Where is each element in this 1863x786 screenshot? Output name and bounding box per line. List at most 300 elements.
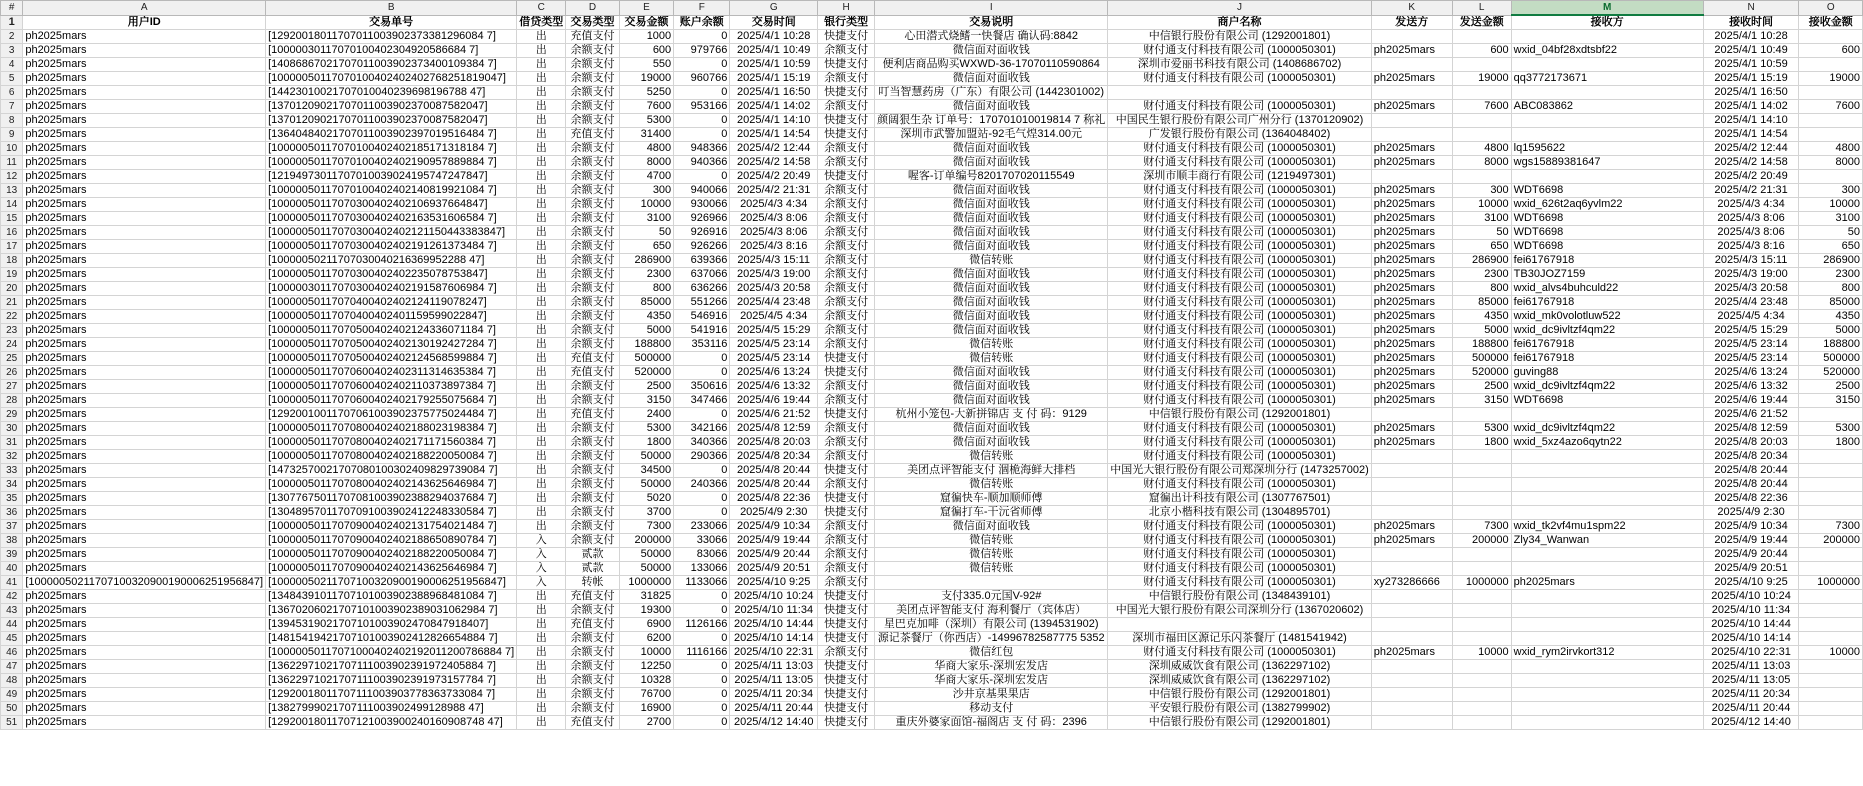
table-cell[interactable]: ph2025mars — [1371, 520, 1452, 534]
table-cell[interactable]: ph2025mars — [1371, 282, 1452, 296]
table-cell[interactable]: 平安银行股份有限公司 (1382799902) — [1108, 702, 1372, 716]
table-cell[interactable]: 快捷支付 — [818, 86, 875, 100]
table-cell[interactable] — [1371, 58, 1452, 72]
table-cell[interactable] — [1452, 492, 1511, 506]
table-cell[interactable]: ph2025mars — [23, 240, 266, 254]
table-cell[interactable]: 快捷支付 — [818, 128, 875, 142]
table-cell[interactable]: 余额支付 — [818, 72, 875, 86]
table-cell[interactable]: 快捷支付 — [818, 590, 875, 604]
table-row[interactable] — [1, 282, 1863, 296]
table-cell[interactable]: 2025/4/11 20:44 — [1703, 702, 1799, 716]
table-cell[interactable]: 余额支付 — [818, 646, 875, 660]
table-cell[interactable]: 余额支付 — [566, 198, 620, 212]
table-cell[interactable] — [1452, 716, 1511, 730]
table-cell[interactable]: 8000 — [1799, 156, 1863, 170]
table-cell[interactable] — [1371, 114, 1452, 128]
table-row[interactable] — [1, 408, 1863, 422]
table-cell[interactable]: [10000050117070800402402188023198384 7] — [266, 422, 517, 436]
table-cell[interactable]: 深圳市顺丰商行有限公司 (1219497301) — [1108, 170, 1372, 184]
table-cell[interactable]: 微信面对面收钱 — [875, 380, 1108, 394]
table-cell[interactable]: ph2025mars — [23, 380, 266, 394]
table-cell[interactable]: [10000050117070800402402171171560384 7] — [266, 436, 517, 450]
table-cell[interactable]: 286900 — [619, 254, 673, 268]
table-cell[interactable]: 551266 — [674, 296, 730, 310]
table-cell[interactable]: 960766 — [674, 72, 730, 86]
table-cell[interactable]: ph2025mars — [1511, 576, 1703, 590]
table-cell[interactable]: [10000050117070100402402140819921084 7] — [266, 184, 517, 198]
table-cell[interactable]: 2025/4/9 20:44 — [1703, 548, 1799, 562]
table-cell[interactable]: 叮当智慧药房（广东）有限公司 (1442301002) — [875, 86, 1108, 100]
table-cell[interactable]: ph2025mars — [1371, 212, 1452, 226]
table-cell[interactable]: 2025/4/10 10:24 — [730, 590, 818, 604]
table-cell[interactable]: [10000050117070900402402188220050084 7] — [266, 548, 517, 562]
table-cell[interactable] — [1799, 688, 1863, 702]
table-cell[interactable]: 余额支付 — [566, 702, 620, 716]
table-cell[interactable] — [1799, 450, 1863, 464]
field-header-cell[interactable]: 借贷类型 — [517, 15, 566, 30]
table-cell[interactable]: 1133066 — [674, 576, 730, 590]
row-header[interactable]: 43 — [1, 604, 23, 618]
table-cell[interactable]: 余额支付 — [566, 254, 620, 268]
table-cell[interactable]: 财付通支付科技有限公司 (1000050301) — [1108, 226, 1372, 240]
table-cell[interactable]: 0 — [674, 86, 730, 100]
table-cell[interactable]: 2025/4/8 20:44 — [730, 478, 818, 492]
table-cell[interactable]: 出 — [517, 492, 566, 506]
column-header-c[interactable]: C — [517, 1, 566, 16]
table-cell[interactable]: ABC083862 — [1511, 100, 1703, 114]
table-cell[interactable]: ph2025mars — [23, 394, 266, 408]
row-header[interactable]: 14 — [1, 198, 23, 212]
table-cell[interactable]: 2025/4/8 22:36 — [1703, 492, 1799, 506]
table-cell[interactable]: 0 — [674, 716, 730, 730]
table-cell[interactable]: WDT6698 — [1511, 240, 1703, 254]
table-cell[interactable]: 650 — [619, 240, 673, 254]
table-cell[interactable]: 2025/4/10 9:25 — [730, 576, 818, 590]
table-cell[interactable]: 深圳市武警加盟站-92毛气煌314.00元 — [875, 128, 1108, 142]
table-cell[interactable] — [1452, 408, 1511, 422]
row-header[interactable]: 44 — [1, 618, 23, 632]
table-cell[interactable]: 2500 — [1452, 380, 1511, 394]
table-cell[interactable]: 2025/4/5 23:14 — [1703, 338, 1799, 352]
table-cell[interactable]: ph2025mars — [23, 548, 266, 562]
table-cell[interactable]: 财付通支付科技有限公司 (1000050301) — [1108, 380, 1372, 394]
table-cell[interactable]: 5000 — [1452, 324, 1511, 338]
field-header-cell[interactable]: 交易说明 — [875, 15, 1108, 30]
table-cell[interactable]: 19000 — [619, 72, 673, 86]
table-cell[interactable] — [1371, 492, 1452, 506]
table-cell[interactable]: [13827999021707111003902499128988 47] — [266, 702, 517, 716]
table-cell[interactable]: 2025/4/6 21:52 — [1703, 408, 1799, 422]
table-cell[interactable] — [1799, 590, 1863, 604]
table-cell[interactable]: 中信银行股份有限公司 (1292001801) — [1108, 688, 1372, 702]
table-cell[interactable]: 余额支付 — [818, 394, 875, 408]
table-cell[interactable]: WDT6698 — [1511, 226, 1703, 240]
table-cell[interactable]: 出 — [517, 142, 566, 156]
table-cell[interactable] — [1452, 450, 1511, 464]
table-cell[interactable] — [1799, 478, 1863, 492]
table-row[interactable] — [1, 86, 1863, 100]
table-cell[interactable]: 余额支付 — [818, 534, 875, 548]
table-cell[interactable]: 1126166 — [674, 618, 730, 632]
table-cell[interactable]: 0 — [674, 674, 730, 688]
table-cell[interactable]: 3100 — [1799, 212, 1863, 226]
table-cell[interactable]: 余额支付 — [818, 254, 875, 268]
table-cell[interactable] — [1371, 660, 1452, 674]
table-cell[interactable]: 微信面对面收钱 — [875, 436, 1108, 450]
table-cell[interactable]: 10000 — [1799, 198, 1863, 212]
table-cell[interactable] — [1452, 58, 1511, 72]
table-cell[interactable]: 出 — [517, 240, 566, 254]
table-cell[interactable]: 出 — [517, 506, 566, 520]
table-cell[interactable]: 余额支付 — [566, 44, 620, 58]
table-cell[interactable]: 余额支付 — [566, 72, 620, 86]
table-cell[interactable]: 2025/4/2 21:31 — [730, 184, 818, 198]
table-cell[interactable]: 余额支付 — [566, 604, 620, 618]
table-cell[interactable]: 余额支付 — [818, 520, 875, 534]
table-cell[interactable]: 中信银行股份有限公司 (1292001801) — [1108, 30, 1372, 44]
table-cell[interactable] — [1799, 702, 1863, 716]
table-cell[interactable]: [10000050117070500402402124336071184 7] — [266, 324, 517, 338]
table-cell[interactable]: 7600 — [619, 100, 673, 114]
table-cell[interactable]: 余额支付 — [566, 170, 620, 184]
table-row[interactable] — [1, 338, 1863, 352]
table-cell[interactable]: ph2025mars — [23, 492, 266, 506]
table-cell[interactable]: 50000 — [619, 450, 673, 464]
table-cell[interactable]: [14732570021707080100302409829739084 7] — [266, 464, 517, 478]
table-cell[interactable]: 中信银行股份有限公司 (1292001801) — [1108, 716, 1372, 730]
table-cell[interactable]: 2025/4/10 11:34 — [730, 604, 818, 618]
row-header[interactable]: 49 — [1, 688, 23, 702]
table-cell[interactable]: 0 — [674, 352, 730, 366]
table-cell[interactable] — [1371, 450, 1452, 464]
table-cell[interactable]: 800 — [619, 282, 673, 296]
table-cell[interactable]: 1000000 — [1452, 576, 1511, 590]
table-cell[interactable]: 北京小楷科技有限公司 (1304895701) — [1108, 506, 1372, 520]
field-header-cell[interactable]: 接收时间 — [1703, 15, 1799, 30]
table-cell[interactable]: 2025/4/1 14:10 — [730, 114, 818, 128]
table-cell[interactable]: 2025/4/9 2:30 — [1703, 506, 1799, 520]
table-cell[interactable]: fei61767918 — [1511, 254, 1703, 268]
table-cell[interactable]: 5000 — [619, 324, 673, 338]
table-cell[interactable] — [1799, 562, 1863, 576]
table-cell[interactable]: 2025/4/1 14:54 — [730, 128, 818, 142]
row-header[interactable]: 51 — [1, 716, 23, 730]
table-cell[interactable]: [10000030117070300402402191587606984 7] — [266, 282, 517, 296]
table-cell[interactable] — [1371, 86, 1452, 100]
table-cell[interactable]: 350616 — [674, 380, 730, 394]
table-cell[interactable]: 余额支付 — [818, 156, 875, 170]
table-cell[interactable]: 979766 — [674, 44, 730, 58]
table-cell[interactable]: ph2025mars — [23, 72, 266, 86]
table-cell[interactable]: 2025/4/12 14:40 — [730, 716, 818, 730]
table-cell[interactable] — [1511, 674, 1703, 688]
table-cell[interactable]: 余额支付 — [566, 114, 620, 128]
table-cell[interactable]: 600 — [1799, 44, 1863, 58]
table-row[interactable] — [1, 30, 1863, 44]
table-cell[interactable]: wxid_dc9ivltzf4qm22 — [1511, 380, 1703, 394]
table-cell[interactable]: 2025/4/8 20:44 — [1703, 478, 1799, 492]
table-cell[interactable]: 微信面对面收钱 — [875, 212, 1108, 226]
table-cell[interactable]: 余额支付 — [566, 58, 620, 72]
table-cell[interactable]: 2025/4/10 14:14 — [1703, 632, 1799, 646]
column-header-f[interactable]: F — [674, 1, 730, 16]
table-cell[interactable]: ph2025mars — [23, 702, 266, 716]
table-row[interactable] — [1, 268, 1863, 282]
select-all-corner[interactable]: # — [1, 1, 23, 16]
table-cell[interactable]: 转帐 — [566, 576, 620, 590]
table-cell[interactable]: wxid_626t2aq6yvlm22 — [1511, 198, 1703, 212]
table-cell[interactable]: 充值支付 — [566, 716, 620, 730]
table-cell[interactable]: 余额支付 — [566, 268, 620, 282]
table-cell[interactable]: 微信面对面收钱 — [875, 226, 1108, 240]
table-cell[interactable]: 7600 — [1799, 100, 1863, 114]
column-header-l[interactable]: L — [1452, 1, 1511, 16]
table-cell[interactable]: 2025/4/9 10:34 — [1703, 520, 1799, 534]
table-cell[interactable]: 财付通支付科技有限公司 (1000050301) — [1108, 366, 1372, 380]
row-header[interactable]: 10 — [1, 142, 23, 156]
table-cell[interactable]: 快捷支付 — [818, 506, 875, 520]
table-cell[interactable]: 余额支付 — [566, 506, 620, 520]
table-cell[interactable]: ph2025mars — [23, 674, 266, 688]
table-cell[interactable]: ph2025mars — [1371, 100, 1452, 114]
row-header[interactable]: 48 — [1, 674, 23, 688]
table-cell[interactable]: ph2025mars — [1371, 268, 1452, 282]
table-cell[interactable]: 出 — [517, 338, 566, 352]
table-cell[interactable]: 出 — [517, 324, 566, 338]
table-cell[interactable]: 快捷支付 — [818, 408, 875, 422]
table-cell[interactable]: 快捷支付 — [818, 114, 875, 128]
row-header[interactable]: 5 — [1, 72, 23, 86]
table-cell[interactable]: 5300 — [1452, 422, 1511, 436]
table-cell[interactable] — [1799, 492, 1863, 506]
table-cell[interactable]: 600 — [1452, 44, 1511, 58]
table-cell[interactable] — [1511, 450, 1703, 464]
row-header[interactable]: 35 — [1, 492, 23, 506]
table-cell[interactable]: 微信转账 — [875, 548, 1108, 562]
table-cell[interactable]: 2025/4/3 8:06 — [730, 226, 818, 240]
row-header[interactable]: 38 — [1, 534, 23, 548]
table-cell[interactable]: 2025/4/9 19:44 — [1703, 534, 1799, 548]
table-cell[interactable] — [1371, 408, 1452, 422]
table-cell[interactable]: 2025/4/9 2:30 — [730, 506, 818, 520]
table-cell[interactable]: 340366 — [674, 436, 730, 450]
table-cell[interactable]: 7600 — [1452, 100, 1511, 114]
table-cell[interactable]: [10000050117070900402402143625646984 7] — [266, 562, 517, 576]
table-cell[interactable]: 快捷支付 — [818, 702, 875, 716]
table-cell[interactable]: 余额支付 — [566, 422, 620, 436]
table-row[interactable] — [1, 212, 1863, 226]
row-header[interactable]: 4 — [1, 58, 23, 72]
table-cell[interactable]: 2025/4/2 12:44 — [730, 142, 818, 156]
table-cell[interactable]: 600 — [619, 44, 673, 58]
table-cell[interactable]: 926966 — [674, 212, 730, 226]
table-cell[interactable]: 入 — [517, 562, 566, 576]
table-row[interactable] — [1, 688, 1863, 702]
table-cell[interactable]: 出 — [517, 72, 566, 86]
table-cell[interactable]: 余额支付 — [566, 464, 620, 478]
table-cell[interactable]: 76700 — [619, 688, 673, 702]
table-cell[interactable]: 余额支付 — [818, 436, 875, 450]
table-cell[interactable]: [13048957011707091003902412248330584 7] — [266, 506, 517, 520]
table-cell[interactable]: 2025/4/10 10:24 — [1703, 590, 1799, 604]
table-row[interactable] — [1, 590, 1863, 604]
table-cell[interactable]: 财付通支付科技有限公司 (1000050301) — [1108, 562, 1372, 576]
table-cell[interactable]: 余额支付 — [818, 142, 875, 156]
table-cell[interactable]: 8000 — [1452, 156, 1511, 170]
table-cell[interactable]: 余额支付 — [566, 184, 620, 198]
table-cell[interactable]: 1000000 — [1799, 576, 1863, 590]
table-cell[interactable]: 余额支付 — [566, 492, 620, 506]
table-cell[interactable]: 余额支付 — [818, 380, 875, 394]
table-cell[interactable] — [1511, 562, 1703, 576]
table-cell[interactable]: 2025/4/1 10:49 — [730, 44, 818, 58]
table-cell[interactable]: 2025/4/5 23:14 — [730, 338, 818, 352]
table-cell[interactable]: 2025/4/1 15:19 — [730, 72, 818, 86]
table-cell[interactable]: 微信面对面收钱 — [875, 156, 1108, 170]
table-cell[interactable]: 微信面对面收钱 — [875, 142, 1108, 156]
table-cell[interactable]: 财付通支付科技有限公司 (1000050301) — [1108, 646, 1372, 660]
table-cell[interactable]: 1800 — [1799, 436, 1863, 450]
table-cell[interactable]: 2025/4/10 22:31 — [730, 646, 818, 660]
table-cell[interactable]: 充值支付 — [566, 590, 620, 604]
column-header-k[interactable]: K — [1371, 1, 1452, 16]
table-cell[interactable]: 财付通支付科技有限公司 (1000050301) — [1108, 254, 1372, 268]
table-cell[interactable]: 2025/4/11 13:05 — [1703, 674, 1799, 688]
column-header-i[interactable]: I — [875, 1, 1108, 16]
table-cell[interactable]: 心田潜式烧鳍一快餐店 确认码:8842 — [875, 30, 1108, 44]
table-cell[interactable]: 出 — [517, 184, 566, 198]
table-cell[interactable]: 出 — [517, 394, 566, 408]
table-row[interactable] — [1, 506, 1863, 520]
table-cell[interactable]: ph2025mars — [23, 632, 266, 646]
table-cell[interactable]: 2025/4/10 14:44 — [730, 618, 818, 632]
table-row[interactable] — [1, 366, 1863, 380]
table-cell[interactable]: 546916 — [674, 310, 730, 324]
table-cell[interactable]: ph2025mars — [1371, 646, 1452, 660]
table-cell[interactable]: 出 — [517, 296, 566, 310]
table-cell[interactable]: 188800 — [619, 338, 673, 352]
table-cell[interactable] — [1108, 618, 1372, 632]
table-cell[interactable]: 200000 — [619, 534, 673, 548]
table-cell[interactable]: 窟徧打车-干沅省师傅 — [875, 506, 1108, 520]
table-cell[interactable]: ph2025mars — [23, 618, 266, 632]
table-cell[interactable]: 余额支付 — [566, 534, 620, 548]
table-cell[interactable]: 2025/4/3 20:58 — [730, 282, 818, 296]
table-cell[interactable] — [1371, 604, 1452, 618]
table-cell[interactable]: 快捷支付 — [818, 716, 875, 730]
table-cell[interactable]: 财付通支付科技有限公司 (1000050301) — [1108, 296, 1372, 310]
table-cell[interactable]: 5300 — [619, 422, 673, 436]
table-cell[interactable]: 2025/4/9 20:51 — [1703, 562, 1799, 576]
table-cell[interactable]: 财付通支付科技有限公司 (1000050301) — [1108, 100, 1372, 114]
table-cell[interactable]: 2025/4/3 8:06 — [1703, 212, 1799, 226]
table-cell[interactable] — [1452, 674, 1511, 688]
table-cell[interactable]: 出 — [517, 30, 566, 44]
table-cell[interactable] — [1799, 170, 1863, 184]
table-cell[interactable]: 贰款 — [566, 562, 620, 576]
table-cell[interactable]: 0 — [674, 464, 730, 478]
table-cell[interactable]: 2025/4/6 21:52 — [730, 408, 818, 422]
row-header[interactable]: 16 — [1, 226, 23, 240]
table-row[interactable] — [1, 604, 1863, 618]
table-cell[interactable]: 深圳市爱丽书科技有限公司 (1408686702) — [1108, 58, 1372, 72]
table-cell[interactable]: ph2025mars — [23, 282, 266, 296]
table-cell[interactable]: 233066 — [674, 520, 730, 534]
table-cell[interactable] — [1511, 492, 1703, 506]
table-cell[interactable] — [1799, 548, 1863, 562]
table-cell[interactable] — [1511, 170, 1703, 184]
column-header-e[interactable]: E — [619, 1, 673, 16]
table-cell[interactable]: 50 — [1799, 226, 1863, 240]
table-cell[interactable]: 余额支付 — [818, 562, 875, 576]
table-cell[interactable]: 637066 — [674, 268, 730, 282]
table-cell[interactable]: ph2025mars — [23, 688, 266, 702]
table-cell[interactable]: 286900 — [1452, 254, 1511, 268]
table-cell[interactable]: 83066 — [674, 548, 730, 562]
table-cell[interactable]: 541916 — [674, 324, 730, 338]
table-cell[interactable]: lq1595622 — [1511, 142, 1703, 156]
table-cell[interactable]: 4700 — [619, 170, 673, 184]
field-header-cell[interactable]: 银行类型 — [818, 15, 875, 30]
table-cell[interactable]: 微信面对面收钱 — [875, 394, 1108, 408]
table-cell[interactable]: 财付通支付科技有限公司 (1000050301) — [1108, 142, 1372, 156]
table-cell[interactable]: ph2025mars — [23, 520, 266, 534]
table-cell[interactable]: 520000 — [619, 366, 673, 380]
table-cell[interactable]: 240366 — [674, 478, 730, 492]
table-cell[interactable] — [1371, 506, 1452, 520]
table-cell[interactable] — [1511, 478, 1703, 492]
table-cell[interactable]: [13077675011707081003902388294037684 7] — [266, 492, 517, 506]
table-cell[interactable]: ph2025mars — [23, 58, 266, 72]
table-row[interactable] — [1, 632, 1863, 646]
table-cell[interactable] — [1452, 562, 1511, 576]
table-cell[interactable]: 4800 — [1452, 142, 1511, 156]
table-cell[interactable]: [10000050211707100320900190006251956847] — [23, 576, 266, 590]
table-cell[interactable]: 2025/4/3 19:00 — [730, 268, 818, 282]
table-cell[interactable]: 余额支付 — [818, 576, 875, 590]
table-cell[interactable] — [1799, 674, 1863, 688]
table-cell[interactable]: 杭州小笼包-大新拼锦店 支 付 码：9129 — [875, 408, 1108, 422]
table-row[interactable] — [1, 548, 1863, 562]
table-cell[interactable]: 出 — [517, 422, 566, 436]
table-cell[interactable]: 微信转账 — [875, 562, 1108, 576]
table-cell[interactable]: 财付通支付科技有限公司 (1000050301) — [1108, 478, 1372, 492]
table-cell[interactable] — [1511, 506, 1703, 520]
table-cell[interactable]: [10000050117070100402402185171318184 7] — [266, 142, 517, 156]
column-header-o[interactable]: O — [1799, 1, 1863, 16]
table-cell[interactable]: 50 — [619, 226, 673, 240]
table-cell[interactable]: ph2025mars — [1371, 352, 1452, 366]
table-cell[interactable]: 余额支付 — [566, 310, 620, 324]
table-row[interactable] — [1, 58, 1863, 72]
table-cell[interactable]: 7300 — [1799, 520, 1863, 534]
table-cell[interactable] — [1452, 702, 1511, 716]
table-cell[interactable]: ph2025mars — [1371, 366, 1452, 380]
table-cell[interactable]: ph2025mars — [1371, 534, 1452, 548]
table-cell[interactable]: 出 — [517, 86, 566, 100]
table-cell[interactable] — [1799, 128, 1863, 142]
table-cell[interactable]: [10000030117070100402304920586684 7] — [266, 44, 517, 58]
table-cell[interactable]: 出 — [517, 590, 566, 604]
row-header[interactable]: 6 — [1, 86, 23, 100]
row-header[interactable]: 47 — [1, 660, 23, 674]
table-cell[interactable]: 财付通支付科技有限公司 (1000050301) — [1108, 282, 1372, 296]
table-cell[interactable]: 4350 — [619, 310, 673, 324]
table-cell[interactable]: ph2025mars — [23, 716, 266, 730]
table-row[interactable] — [1, 618, 1863, 632]
table-cell[interactable] — [1511, 548, 1703, 562]
table-cell[interactable]: ph2025mars — [23, 604, 266, 618]
